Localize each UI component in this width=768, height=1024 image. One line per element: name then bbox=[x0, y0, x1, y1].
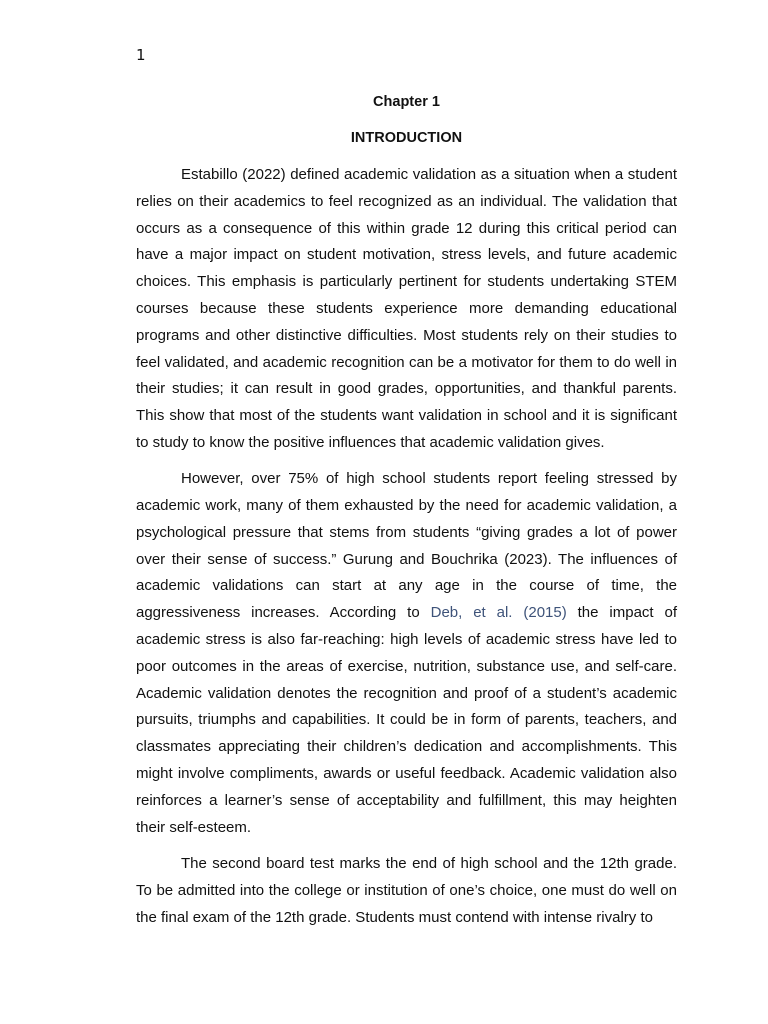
section-title: INTRODUCTION bbox=[350, 130, 463, 146]
paragraph-2-text-start: However, over 75% of high school students report feeling stressed by academic work, many of them exhausted by the need for academic validation, a psychological pressure that stems from students “giving grades a lot of power over their sense of success.” Gurung and Bouchrika (2023). The influences of academic validations can start at any age in the course of time, the aggressiveness increases. According to bbox=[136, 470, 677, 622]
body-text bbox=[136, 162, 677, 941]
paragraph-3: The second board test marks the end of high school and the 12th grade. To be admitted into the college or institution of one’s choice, one must do well on the final exam of the 12th grade. Students must contend with intense rivalry to bbox=[136, 854, 677, 926]
citation-link-deb-2015[interactable]: Deb, et al. (2015) bbox=[430, 604, 567, 622]
paragraph-2-text-end: the impact of academic stress is also far-reaching: high levels of academic stress have led to poor outcomes in the areas of exercise, nutrition, substance use, and self-care. Academic validation denotes the recognition and proof of a student’s academic pursuits, triumphs and capabilities. It could be in form of parents, teachers, and classmates appreciating their children’s dedication and accomplishments. This might involve compliments, awards or useful feedback. Academic validation also reinforces a learner’s sense of acceptability and fulfillment, this may heighten their self-esteem. bbox=[136, 604, 677, 836]
page-number: 1 bbox=[136, 46, 146, 64]
chapter-title: Chapter 1 bbox=[373, 94, 440, 110]
paragraph-2 bbox=[136, 466, 677, 841]
paragraph-1: Estabillo (2022) defined academic validation as a situation when a student relies on their academics to feel recognized as an individual. The validation that occurs as a consequence of this within grade 12 during this critical period can have a major impact on student motivation, stress levels, and future academic choices. This emphasis is particularly pertinent for students undertaking STEM courses because these students experience more demanding educational programs and other distinctive difficulties. Most students rely on their studies to feel validated, and academic recognition can be a motivator for them to do well in their studies; it can result in good grades, opportunities, and thankful parents. This show that most of the students want validation in school and it is significant to study to know the positive influences that academic validation gives. bbox=[136, 166, 677, 451]
